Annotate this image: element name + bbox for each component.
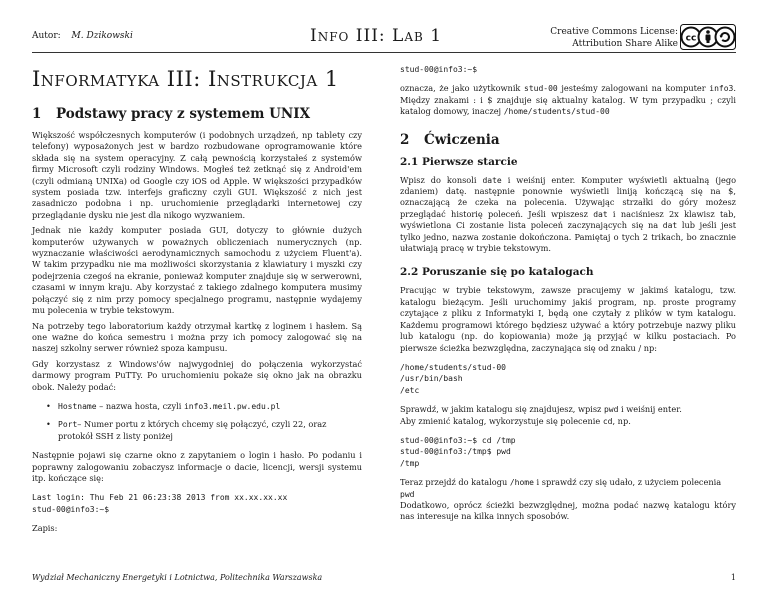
port-desc: – Numer portu z których chcemy się połączyć, czyli 22, oraz protokół SSH z listy poniżej [58, 419, 327, 441]
hostname-value: info3.meil.pw.edu.pl [183, 401, 281, 411]
inline-date-cmd: date [482, 175, 502, 185]
inline-pwd-cmd: pwd [603, 405, 619, 415]
section-2-number: 2 [400, 131, 410, 148]
inline-host: info3 [709, 84, 734, 94]
list-item-port [32, 419, 362, 442]
inline-pwd-cmd-2: pwd [400, 489, 415, 499]
section-2-title: Ćwiczenia [424, 131, 500, 148]
section-1-title: Podstawy pracy z systemem UNIX [56, 106, 311, 122]
code-block-cd-example: stud-00@info3:~$ cd /tmp stud-00@info3:/tmp$ pwd /tmp [400, 435, 516, 468]
page-number: 1 [730, 573, 736, 582]
inline-user: stud-00 [524, 84, 558, 94]
code-block-login: Last login: Thu Feb 21 06:23:38 2013 from xx.xx.xx.xx stud-00@info3:~$ [32, 493, 288, 514]
paragraph-pwd: Sprawdź, w jakim katalogu się znajdujesz, wpisz pwd i weiśnij enter. [400, 404, 682, 415]
header-author [32, 31, 133, 41]
section-2-heading [400, 132, 736, 148]
header-license [550, 26, 678, 50]
section-2-2-title: Poruszanie się po katalogach [422, 266, 594, 279]
license-line-2: Attribution Share Alike [572, 39, 678, 49]
author-label: Autor: [32, 31, 61, 41]
list-item-hostname [32, 401, 362, 412]
cc-logo-text: cc [685, 33, 697, 44]
inline-home-dir: /home/students/stud-00 [503, 107, 610, 117]
code-block-absolute-paths: /home/students/stud-00 /usr/bin/bash /etc [400, 362, 506, 395]
paragraph-login-card: Na potrzeby tego laboratorium każdy otrzymał kartkę z loginem i hasłem. Są one ważne do końca semestru i można przy ich pomocy zalogować się na naszej szkolny serwer również spoza kampusu. [32, 320, 362, 354]
section-2-1-number: 2.1 [400, 155, 419, 168]
paragraph-relative-paths: Dodatkowo, oprócz ścieżki bezwzględnej, można podać nazwę katalogu który nas interesuje na kilka innych sposobów. [400, 499, 736, 522]
section-2-1-title: Pierwsze starcie [422, 155, 518, 168]
paragraph-directories: Pracując w trybie tekstowym, zawsze pracujemy w jakimś katalogu, tzw. katalogu bieżącym. Jeśli uruchomimy jakiś program, np. proste programy czytające z pliku z Informatyki I, będą one czytały z plików w tym katalogu. Każdemu programowi którego będziesz używać a który potrzebuje nazwy pliku lub katalogu (np. do kopiowania) może ją przyjąć w kilku postaciach. Po pierwsze ścieżka bezwzględna, zaczynająca się od znaku / np: [400, 285, 736, 353]
inline-dat-cmd-2: dat [662, 221, 678, 231]
paragraph-zapis: Zapis: [32, 523, 58, 534]
right-column [400, 60, 736, 527]
section-2-2-heading [400, 266, 736, 279]
hostname-desc: – nazwa hosta, czyli [96, 400, 184, 411]
left-column [32, 60, 362, 539]
paragraph-prompt-explanation: oznacza, że jako użytkownik stud-00 jesteśmy zalogowani na komputer info3. Między znakami : i $ znajduje się aktualny katalog. W tym przypadku ; czyli katalog domowy, inaczej /home/students/stud-00 [400, 83, 736, 117]
inline-home-path: /home [509, 478, 534, 488]
section-2-1-heading [400, 156, 736, 169]
putty-settings-list [32, 401, 362, 442]
creative-commons-by-sa-icon [680, 24, 736, 50]
footer-institution: Wydział Mechaniczny Energetyki i Lotnictwa, Politechnika Warszawska [32, 573, 323, 582]
section-1-heading [32, 106, 362, 122]
paragraph-cd: Aby zmienić katalog, wykorzystuje się polecenie cd, np. [400, 415, 631, 426]
inline-dat-cmd: dat [593, 209, 608, 219]
paragraph-putty: Gdy korzystasz z Windows'ów najwygodniej do połączenia wykorzystać darmowy program PuTTy. Po uruchomieniu pokaże się okno jak na obrazku obok. Należy podać: [32, 358, 362, 392]
inline-cd-cmd: cd [602, 416, 613, 426]
author-name: M. Dzikowski [71, 31, 133, 41]
header-rule [32, 52, 736, 53]
hostname-key: Hostname [58, 401, 97, 411]
paragraph-go-home: Teraz przejdź do katalogu /home i sprawdź czy się udało, z użyciem polecenia pwd [400, 477, 722, 499]
paragraph-first-steps: Wpisz do konsoli date i weiśnij enter. Komputer wyświetli aktualną (jego zdaniem) datę. następnie ponownie wyświetli liniją kończącą się na $, oznaczającą że czeka na polecenia. Używając strzałki do góry możesz przeglądać historię poleceń. Jeśli wpiszesz dat i naciśniesz 2x klawisz tab, wyświetlona Ci zostanie lista poleceń zaczynających się na dat lub jeśli jest tylko jedno, nazwa zostanie dokończona. Pamiętaj o tych 2 trikach, bo znacznie ułatwiają pracę w trybie tekstowym. [400, 174, 736, 254]
port-key: Port [58, 420, 78, 430]
document-title: Informatyka III: Instrukcja 1 [32, 67, 339, 91]
paragraph-intro: Większość współczesnych komputerów (i podobnych urządzeń, np tablety czy telefony) wyposażonych jest w bardzo rozbudowane oprogramowanie które składa się na system operacyjny. Z całą pewnością korzystałeś z systemów firmy Microsoft czyli rodziny Windows. Mogłeś też zetknąć się z Android'em (czyli odmianą UNIXa) od Google czy iOS od Apple. W większości przypadków system posiada tzw. interfejs graficzny czyli GUI. Większość z nich jest zasadniczo podobna i np. uruchomienie przeglądarki internetowej czy przeglądanie dysku nie jest dla nikogo wyzwaniem. [32, 130, 362, 220]
section-2-2-number: 2.2 [400, 266, 419, 279]
paragraph-no-gui: Jednak nie każdy komputer posiada GUI, dotyczy to głównie dużych komputerów używanych w poważnych obliczeniach numerycznych (np. wyznaczanie właściwości aerodynamicznych samochodu z użyciem Fluent'a). W takim przypadku nie ma możliwości skorzystania z klawiatury i myszki czy podejrzenia czegoś na ekranie, ponieważ komputer znajduje się w serwerowni, czasami w innym kraju. Aby korzystać z takiego zdalnego komputera musimy połączyć się z nim przy pomocy specjalnego programu, następnie wydajemy mu polecenia w trybie tekstowym. [32, 225, 362, 316]
header-title: Info III: Lab 1 [310, 26, 443, 46]
paragraph-login-prompt: Następnie pojawi się czarne okno z zapytaniem o login i hasło. Po podaniu i poprawny zalogowaniu zobaczysz informacje o dacie, licencji, wersji systemu itp. kończące się: [32, 450, 362, 483]
license-line-1: Creative Commons License: [550, 27, 678, 37]
code-block-prompt: stud-00@info3:~$ [400, 65, 478, 74]
section-1-number: 1 [32, 106, 42, 122]
